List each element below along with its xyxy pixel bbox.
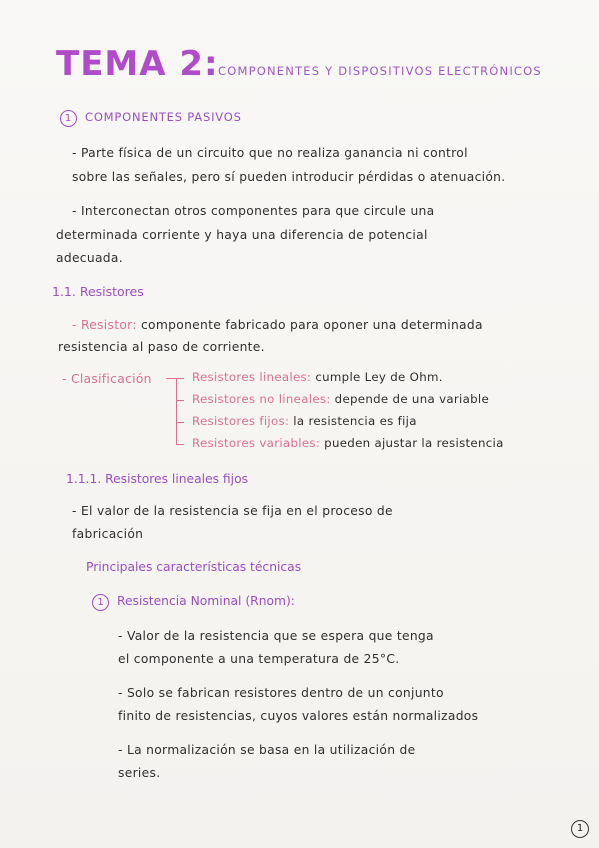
page-title: TEMA 2: [56,44,219,84]
page-number: 1 [571,820,589,838]
characteristic-item-heading [92,594,295,611]
page-subtitle: COMPONENTES Y DISPOSITIVOS ELECTRÓNICOS [218,64,542,78]
definition-text: componente fabricado para oponer una determinada [140,318,483,332]
definition-line [72,318,483,332]
paragraph-line: - Solo se fabrican resistores dentro de un conjunto [118,686,444,700]
paragraph-line: - El valor de la resistencia se fija en el proceso de [72,504,393,518]
classification-item [192,414,417,428]
classification-desc: cumple Ley de Ohm. [315,370,443,384]
definition-term: - Resistor: [72,318,137,332]
paragraph-line: - Valor de la resistencia que se espera que tenga [118,629,434,643]
bracket-tick [176,400,184,401]
item-heading-text: Resistencia Nominal (Rnom): [117,594,295,608]
classification-label: - Clasificación [62,372,152,386]
classification-term: Resistores no lineales: [192,392,331,406]
classification-item [192,370,443,384]
paragraph-line: - La normalización se basa en la utilización de [118,743,416,757]
paragraph-line: finito de resistencias, cuyos valores están normalizados [118,709,479,723]
classification-desc: pueden ajustar la resistencia [324,436,504,450]
section-heading-text: COMPONENTES PASIVOS [85,110,242,124]
paragraph-line: sobre las señales, pero sí pueden introducir pérdidas o atenuación. [72,170,506,184]
classification-term: Resistores fijos: [192,414,290,428]
item-number: 1 [92,594,109,611]
bracket-tick [176,444,184,445]
characteristics-heading: Principales características técnicas [86,560,302,574]
classification-bracket [176,378,177,444]
section-heading-componentes-pasivos [60,110,242,127]
section-number: 1 [60,110,77,127]
subsection-heading-resistores: 1.1. Resistores [52,284,144,299]
classification-item [192,392,489,406]
paragraph-line: el componente a una temperatura de 25°C. [118,652,400,666]
paragraph-line: - Interconectan otros componentes para que circule una [72,204,435,218]
classification-item [192,436,504,450]
classification-term: Resistores variables: [192,436,321,450]
bracket-tick [176,422,184,423]
paragraph-line: determinada corriente y haya una diferencia de potencial [56,228,428,242]
bracket-tick [166,378,184,379]
subsubsection-heading: 1.1.1. Resistores lineales fijos [66,472,249,486]
paragraph-line: - Parte física de un circuito que no realiza ganancia ni control [72,146,468,160]
paragraph-line: adecuada. [56,251,123,265]
classification-desc: la resistencia es fija [293,414,417,428]
paragraph-line: series. [118,766,161,780]
classification-desc: depende de una variable [334,392,490,406]
classification-term: Resistores lineales: [192,370,312,384]
definition-line: resistencia al paso de corriente. [58,340,265,354]
paragraph-line: fabricación [72,527,144,541]
